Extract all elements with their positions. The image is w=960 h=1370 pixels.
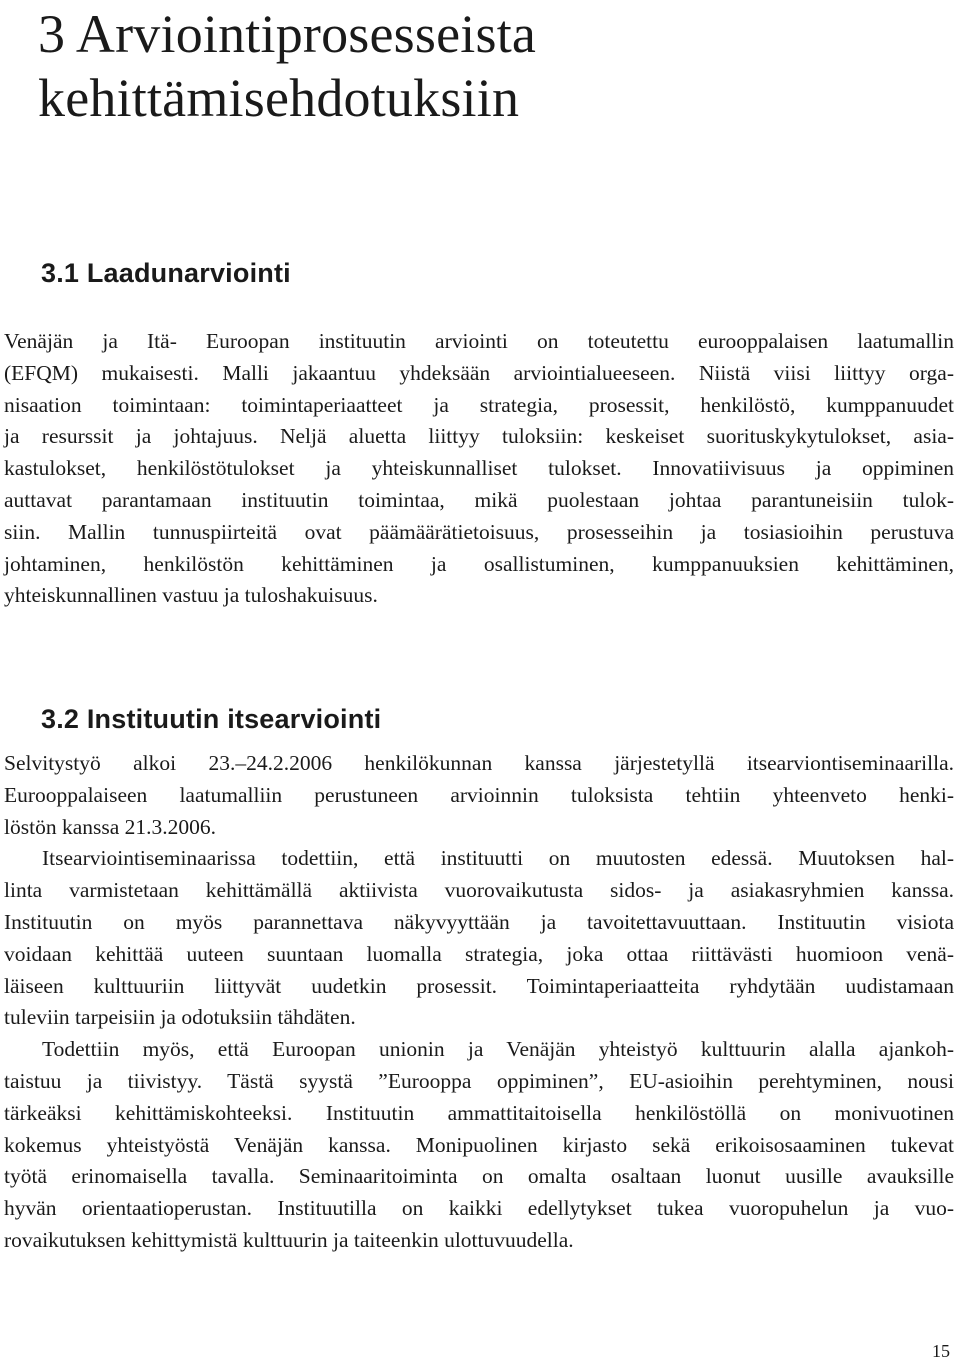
body-line: nisaation toimintaan: toimintaperiaatteet ja strategia, prosessit, henkilöstö, kumppanuudet xyxy=(4,392,954,417)
body-line: Todettiin myös, että Euroopan unionin ja Venäjän yhteistyö kulttuurin alalla ajankoh- xyxy=(42,1037,954,1062)
body-line: (EFQM) mukaisesti. Malli jakaantuu yhdeksään arviointialueeseen. Niistä viisi liittyy orga- xyxy=(4,360,954,385)
body-line: Venäjän ja Itä- Euroopan instituutin arviointi on toteutettu eurooppalaisen laatumallin xyxy=(4,329,954,353)
page-number: 15 xyxy=(932,1341,950,1361)
body-line: yhteiskunnallinen vastuu ja tuloshakuisuus. xyxy=(4,583,378,608)
body-line: tärkeäksi kehittämiskohteeksi. Instituutin ammattitaitoisella henkilöstöllä on monivuotinen xyxy=(4,1100,954,1125)
body-line: Instituutin on myös parannettava näkyvyyttään ja tavoitettavuuttaan. Instituutin visiota xyxy=(4,909,954,934)
document-page xyxy=(4,0,954,1370)
body-line: siin. Mallin tunnuspiirteitä ovat päämäärätietoisuus, prosesseihin ja tosiasioihin perustuva xyxy=(4,519,954,544)
chapter-title xyxy=(38,2,536,130)
body-line: kastulokset, henkilöstötulokset ja yhteiskunnalliset tulokset. Innovatiivisuus ja oppiminen xyxy=(4,456,954,481)
body-line: läiseen kulttuuriin liittyvät uudetkin prosessit. Toimintaperiaatteita ryhdytään uudistamaan xyxy=(4,973,954,998)
body-line: kokemus yhteistyöstä Venäjän kanssa. Monipuolinen kirjasto sekä erikoisosaaminen tukevat xyxy=(4,1132,954,1157)
body-line: Eurooppalaiseen laatumalliin perustuneen arvioinnin tuloksista tehtiin yhteenveto henki- xyxy=(4,782,954,807)
body-line: voidaan kehittää uuteen suuntaan luomalla strategia, joka ottaa riittävästi huomioon venä- xyxy=(4,941,954,966)
section-1-body xyxy=(4,326,954,612)
body-line: löstön kanssa 21.3.2006. xyxy=(4,814,217,839)
section-2-body xyxy=(4,748,954,1257)
body-line: tuleviin tarpeisiin ja odotuksiin tähdäten. xyxy=(4,1005,356,1030)
body-line: johtaminen, henkilöstön kehittäminen ja osallistuminen, kumppanuuksien kehittäminen, xyxy=(4,551,954,576)
chapter-title-line: kehittämisehdotuksiin xyxy=(38,68,520,128)
body-line: työtä erinomaisella tavalla. Seminaaritoiminta on omalta osaltaan luonut uusille avauksille xyxy=(4,1164,954,1189)
body-line: linta varmistetaan kehittämällä aktiivista vuorovaikutusta sidos- ja asiakasryhmien kanssa. xyxy=(4,878,954,903)
body-line: ja resurssit ja johtajuus. Neljä aluetta liittyy tuloksiin: keskeiset suorituskykytulokset, asia- xyxy=(4,424,954,449)
body-line: Selvitystyö alkoi 23.–24.2.2006 henkilökunnan kanssa järjestetyllä itsearviontiseminaarilla. xyxy=(4,751,954,775)
body-line: hyvän orientaatioperustan. Instituutilla on kaikki edellytykset tukea vuoropuhelun ja vuo- xyxy=(4,1196,954,1221)
chapter-title-line: 3 Arviointiprosesseista xyxy=(38,4,537,64)
section-heading-laadunarviointi: 3.1 Laadunarviointi xyxy=(41,258,291,288)
body-line: taistuu ja tiivistyy. Tästä syystä ”Eurooppa oppiminen”, EU-asioihin perehtyminen, nousi xyxy=(4,1068,954,1093)
body-line: Itsearviointiseminaarissa todettiin, että instituutti on muutosten edessä. Muutoksen hal- xyxy=(42,846,954,871)
body-line: rovaikutuksen kehittymistä kulttuurin ja taiteenkin ulottuvuudella. xyxy=(4,1227,574,1252)
body-line: auttavat parantamaan instituutin toimintaa, mikä puolestaan johtaa parantuneisiin tulok- xyxy=(4,487,954,512)
section-heading-itsearviointi: 3.2 Instituutin itsearviointi xyxy=(41,704,382,734)
